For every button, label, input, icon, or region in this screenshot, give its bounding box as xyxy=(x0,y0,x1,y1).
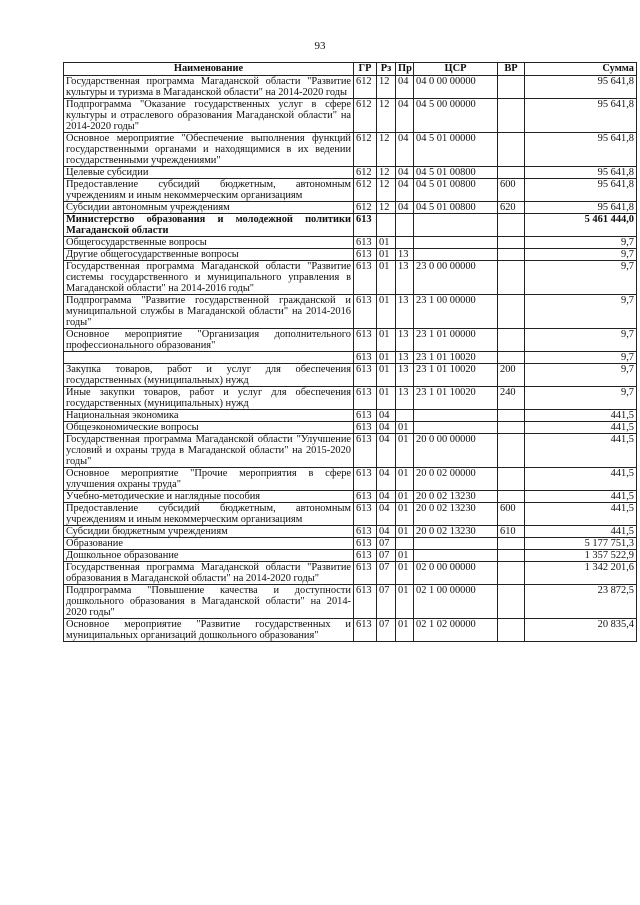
cell-csr: 20 0 02 00000 xyxy=(414,468,498,491)
cell-rz: 07 xyxy=(377,538,396,550)
cell-pr: 04 xyxy=(396,133,414,167)
table-row xyxy=(64,434,637,468)
cell-rz: 01 xyxy=(377,329,396,352)
cell-csr: 02 1 02 00000 xyxy=(414,619,498,642)
cell-csr: 20 0 00 00000 xyxy=(414,434,498,468)
cell-vr: 600 xyxy=(498,503,525,526)
cell-vr xyxy=(498,133,525,167)
table-row xyxy=(64,468,637,491)
table-row xyxy=(64,619,637,642)
cell-sum: 9,7 xyxy=(525,364,637,387)
cell-gr: 613 xyxy=(354,538,377,550)
cell-vr xyxy=(498,214,525,237)
cell-sum: 441,5 xyxy=(525,526,637,538)
table-body xyxy=(64,76,637,642)
cell-gr: 613 xyxy=(354,237,377,249)
cell-name: Основное мероприятие "Обеспечение выполнения функций государственными органами и находящимися в их ведении государственными учреждениями" xyxy=(64,133,354,167)
cell-sum: 441,5 xyxy=(525,422,637,434)
cell-csr: 23 0 00 00000 xyxy=(414,261,498,295)
header-pr: Пр xyxy=(396,63,414,76)
cell-name: Министерство образования и молодежной политики Магаданской области xyxy=(64,214,354,237)
cell-csr: 23 1 01 10020 xyxy=(414,352,498,364)
cell-gr: 613 xyxy=(354,550,377,562)
cell-sum: 5 461 444,0 xyxy=(525,214,637,237)
cell-vr xyxy=(498,249,525,261)
cell-pr xyxy=(396,237,414,249)
cell-gr: 612 xyxy=(354,133,377,167)
cell-rz: 04 xyxy=(377,491,396,503)
cell-name: Основное мероприятие "Прочие мероприятия в сфере улучшения охраны труда" xyxy=(64,468,354,491)
cell-sum: 95 641,8 xyxy=(525,133,637,167)
cell-gr: 613 xyxy=(354,503,377,526)
cell-csr: 23 1 01 00000 xyxy=(414,329,498,352)
cell-name: Подпрограмма "Развитие государственной гражданской и муниципальной службы в Магаданской области" на 2014-2016 годы" xyxy=(64,295,354,329)
cell-rz: 01 xyxy=(377,237,396,249)
cell-csr: 04 5 01 00000 xyxy=(414,133,498,167)
cell-rz: 07 xyxy=(377,550,396,562)
cell-rz: 04 xyxy=(377,468,396,491)
table-row xyxy=(64,261,637,295)
header-rz: Рз xyxy=(377,63,396,76)
cell-gr: 613 xyxy=(354,364,377,387)
cell-vr xyxy=(498,491,525,503)
cell-gr: 613 xyxy=(354,468,377,491)
cell-csr: 23 1 01 10020 xyxy=(414,387,498,410)
cell-csr xyxy=(414,214,498,237)
cell-rz: 12 xyxy=(377,99,396,133)
cell-csr xyxy=(414,550,498,562)
cell-pr: 04 xyxy=(396,167,414,179)
cell-vr: 600 xyxy=(498,179,525,202)
cell-name: Учебно-методические и наглядные пособия xyxy=(64,491,354,503)
cell-name: Иные закупки товаров, работ и услуг для обеспечения государственных (муниципальных) нужд xyxy=(64,387,354,410)
cell-rz: 01 xyxy=(377,352,396,364)
cell-rz: 01 xyxy=(377,364,396,387)
cell-gr: 613 xyxy=(354,619,377,642)
cell-name: Государственная программа Магаданской области "Развитие культуры и туризма в Магаданской области" на 2014-2020 годы xyxy=(64,76,354,99)
table-row xyxy=(64,295,637,329)
cell-rz: 01 xyxy=(377,295,396,329)
cell-rz: 12 xyxy=(377,179,396,202)
table-row xyxy=(64,550,637,562)
cell-gr: 613 xyxy=(354,214,377,237)
cell-pr: 13 xyxy=(396,387,414,410)
header-name: Наименование xyxy=(64,63,354,76)
cell-csr: 20 0 02 13230 xyxy=(414,503,498,526)
table-row xyxy=(64,526,637,538)
cell-name: Другие общегосударственные вопросы xyxy=(64,249,354,261)
cell-name: Образование xyxy=(64,538,354,550)
cell-sum: 441,5 xyxy=(525,410,637,422)
cell-name: Дошкольное образование xyxy=(64,550,354,562)
cell-pr xyxy=(396,538,414,550)
cell-gr: 613 xyxy=(354,491,377,503)
cell-pr: 13 xyxy=(396,249,414,261)
cell-rz: 07 xyxy=(377,562,396,585)
cell-pr: 01 xyxy=(396,585,414,619)
cell-name: Государственная программа Магаданской области "Развитие образования в Магаданской области" на 2014-2020 годы" xyxy=(64,562,354,585)
header-vr: ВР xyxy=(498,63,525,76)
cell-vr xyxy=(498,619,525,642)
cell-name xyxy=(64,352,354,364)
cell-gr: 612 xyxy=(354,167,377,179)
cell-pr: 13 xyxy=(396,364,414,387)
cell-gr: 613 xyxy=(354,249,377,261)
cell-sum: 95 641,8 xyxy=(525,202,637,214)
table-row xyxy=(64,352,637,364)
cell-pr: 04 xyxy=(396,76,414,99)
cell-pr: 01 xyxy=(396,562,414,585)
cell-csr: 04 5 01 00800 xyxy=(414,202,498,214)
cell-vr xyxy=(498,468,525,491)
cell-rz: 04 xyxy=(377,503,396,526)
cell-pr: 01 xyxy=(396,503,414,526)
cell-vr xyxy=(498,585,525,619)
cell-pr: 04 xyxy=(396,99,414,133)
cell-name: Субсидии бюджетным учреждениям xyxy=(64,526,354,538)
cell-sum: 95 641,8 xyxy=(525,179,637,202)
cell-vr xyxy=(498,538,525,550)
cell-pr: 13 xyxy=(396,352,414,364)
table-row xyxy=(64,249,637,261)
table-row xyxy=(64,422,637,434)
cell-csr: 04 0 00 00000 xyxy=(414,76,498,99)
cell-sum: 1 342 201,6 xyxy=(525,562,637,585)
cell-gr: 612 xyxy=(354,179,377,202)
table-row xyxy=(64,202,637,214)
cell-name: Общегосударственные вопросы xyxy=(64,237,354,249)
cell-name: Основное мероприятие "Развитие государственных и муниципальных организаций дошкольного образования" xyxy=(64,619,354,642)
cell-csr: 02 0 00 00000 xyxy=(414,562,498,585)
cell-gr: 613 xyxy=(354,526,377,538)
cell-vr: 610 xyxy=(498,526,525,538)
cell-rz: 07 xyxy=(377,585,396,619)
cell-rz: 12 xyxy=(377,76,396,99)
cell-gr: 613 xyxy=(354,562,377,585)
cell-pr: 13 xyxy=(396,261,414,295)
cell-sum: 95 641,8 xyxy=(525,99,637,133)
cell-pr: 01 xyxy=(396,526,414,538)
cell-rz: 04 xyxy=(377,526,396,538)
cell-pr: 01 xyxy=(396,550,414,562)
cell-csr: 23 1 00 00000 xyxy=(414,295,498,329)
cell-sum: 9,7 xyxy=(525,261,637,295)
cell-gr: 612 xyxy=(354,99,377,133)
cell-vr: 200 xyxy=(498,364,525,387)
table-row xyxy=(64,410,637,422)
cell-pr: 01 xyxy=(396,619,414,642)
table-row xyxy=(64,99,637,133)
cell-name: Целевые субсидии xyxy=(64,167,354,179)
cell-pr: 04 xyxy=(396,202,414,214)
cell-vr: 620 xyxy=(498,202,525,214)
cell-rz: 01 xyxy=(377,249,396,261)
cell-rz: 01 xyxy=(377,261,396,295)
cell-sum: 9,7 xyxy=(525,329,637,352)
table-row xyxy=(64,76,637,99)
table-row xyxy=(64,133,637,167)
table-header-row xyxy=(64,63,637,76)
cell-csr: 23 1 01 10020 xyxy=(414,364,498,387)
table-row xyxy=(64,562,637,585)
cell-pr: 01 xyxy=(396,434,414,468)
cell-vr: 240 xyxy=(498,387,525,410)
cell-csr: 20 0 02 13230 xyxy=(414,526,498,538)
cell-name: Субсидии автономным учреждениям xyxy=(64,202,354,214)
cell-name: Подпрограмма "Оказание государственных услуг в сфере культуры и отраслевого образования Магаданской области" на 2014-2020 годы" xyxy=(64,99,354,133)
cell-rz xyxy=(377,214,396,237)
cell-gr: 613 xyxy=(354,387,377,410)
cell-csr xyxy=(414,249,498,261)
cell-sum: 9,7 xyxy=(525,352,637,364)
cell-sum: 1 357 522,9 xyxy=(525,550,637,562)
cell-sum: 9,7 xyxy=(525,295,637,329)
cell-name: Закупка товаров, работ и услуг для обеспечения государственных (муниципальных) нужд xyxy=(64,364,354,387)
cell-csr xyxy=(414,410,498,422)
cell-gr: 613 xyxy=(354,422,377,434)
cell-sum: 5 177 751,3 xyxy=(525,538,637,550)
cell-csr: 04 5 00 00000 xyxy=(414,99,498,133)
header-sum: Сумма xyxy=(525,63,637,76)
cell-sum: 441,5 xyxy=(525,503,637,526)
cell-sum: 9,7 xyxy=(525,249,637,261)
table-row xyxy=(64,237,637,249)
table-row xyxy=(64,503,637,526)
cell-vr xyxy=(498,167,525,179)
cell-pr: 13 xyxy=(396,295,414,329)
cell-name: Предоставление субсидий бюджетным, автономным учреждениям и иным некоммерческим организациям xyxy=(64,179,354,202)
cell-gr: 613 xyxy=(354,434,377,468)
table-row xyxy=(64,364,637,387)
cell-pr xyxy=(396,214,414,237)
cell-sum: 441,5 xyxy=(525,434,637,468)
table-row xyxy=(64,585,637,619)
table-row xyxy=(64,179,637,202)
cell-csr: 02 1 00 00000 xyxy=(414,585,498,619)
cell-gr: 613 xyxy=(354,410,377,422)
cell-name: Государственная программа Магаданской области "Развитие системы государственного и муниципального управления в Магаданской области" на 2014-2016 годы" xyxy=(64,261,354,295)
cell-sum: 20 835,4 xyxy=(525,619,637,642)
cell-csr xyxy=(414,237,498,249)
page-number: 93 xyxy=(314,40,326,52)
cell-rz: 12 xyxy=(377,133,396,167)
cell-rz: 07 xyxy=(377,619,396,642)
cell-rz: 04 xyxy=(377,410,396,422)
cell-gr: 612 xyxy=(354,202,377,214)
cell-pr: 01 xyxy=(396,491,414,503)
cell-csr xyxy=(414,422,498,434)
cell-sum: 95 641,8 xyxy=(525,76,637,99)
cell-gr: 613 xyxy=(354,352,377,364)
cell-rz: 04 xyxy=(377,434,396,468)
table-row xyxy=(64,387,637,410)
cell-name: Основное мероприятие "Организация дополнительного профессионального образования" xyxy=(64,329,354,352)
cell-name: Государственная программа Магаданской области "Улучшение условий и охраны труда в Магаданской области" на 2015-2020 годы" xyxy=(64,434,354,468)
header-csr: ЦСР xyxy=(414,63,498,76)
cell-csr: 20 0 02 13230 xyxy=(414,491,498,503)
cell-sum: 9,7 xyxy=(525,387,637,410)
cell-vr xyxy=(498,76,525,99)
table-row xyxy=(64,491,637,503)
cell-vr xyxy=(498,99,525,133)
header-gr: ГР xyxy=(354,63,377,76)
cell-sum: 23 872,5 xyxy=(525,585,637,619)
cell-gr: 613 xyxy=(354,329,377,352)
cell-gr: 612 xyxy=(354,76,377,99)
cell-sum: 441,5 xyxy=(525,491,637,503)
cell-sum: 441,5 xyxy=(525,468,637,491)
cell-pr: 01 xyxy=(396,468,414,491)
cell-sum: 9,7 xyxy=(525,237,637,249)
cell-rz: 12 xyxy=(377,202,396,214)
cell-vr xyxy=(498,237,525,249)
budget-table xyxy=(63,62,637,642)
cell-pr: 13 xyxy=(396,329,414,352)
cell-pr: 01 xyxy=(396,422,414,434)
cell-vr xyxy=(498,329,525,352)
table-row xyxy=(64,167,637,179)
cell-sum: 95 641,8 xyxy=(525,167,637,179)
cell-rz: 01 xyxy=(377,387,396,410)
cell-pr: 04 xyxy=(396,179,414,202)
cell-vr xyxy=(498,295,525,329)
cell-name: Национальная экономика xyxy=(64,410,354,422)
cell-vr xyxy=(498,422,525,434)
cell-csr: 04 5 01 00800 xyxy=(414,167,498,179)
cell-csr xyxy=(414,538,498,550)
cell-vr xyxy=(498,352,525,364)
table-row xyxy=(64,538,637,550)
cell-vr xyxy=(498,434,525,468)
cell-vr xyxy=(498,410,525,422)
table-row xyxy=(64,329,637,352)
cell-gr: 613 xyxy=(354,585,377,619)
cell-gr: 613 xyxy=(354,295,377,329)
cell-rz: 04 xyxy=(377,422,396,434)
cell-name: Подпрограмма "Повышение качества и доступности дошкольного образования в Магаданской области" на 2014-2020 годы" xyxy=(64,585,354,619)
table-row xyxy=(64,214,637,237)
cell-name: Общеэкономические вопросы xyxy=(64,422,354,434)
cell-vr xyxy=(498,562,525,585)
cell-vr xyxy=(498,550,525,562)
cell-rz: 12 xyxy=(377,167,396,179)
cell-csr: 04 5 01 00800 xyxy=(414,179,498,202)
cell-gr: 613 xyxy=(354,261,377,295)
cell-name: Предоставление субсидий бюджетным, автономным учреждениям и иным некоммерческим организациям xyxy=(64,503,354,526)
cell-vr xyxy=(498,261,525,295)
cell-pr xyxy=(396,410,414,422)
